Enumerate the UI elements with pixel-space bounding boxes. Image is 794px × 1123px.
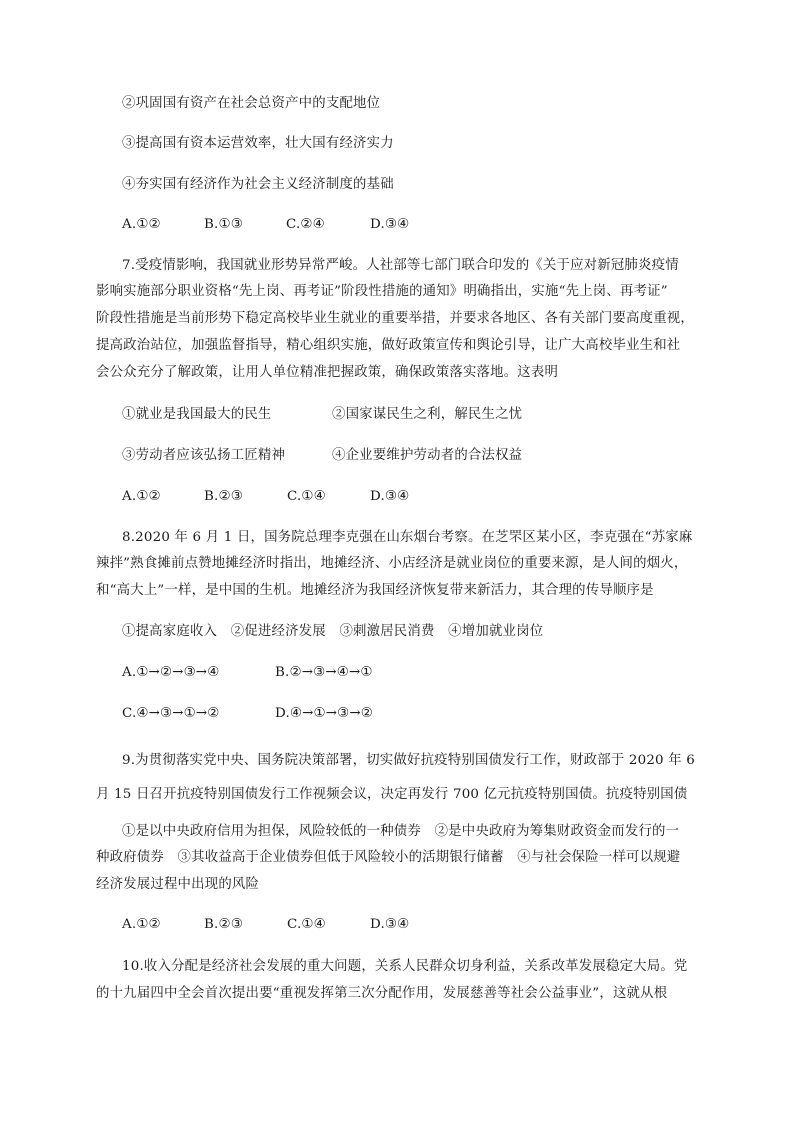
q8-choice-b: B.②→③→④→① [275, 665, 373, 680]
q10-stem-line: 的十九届四中全会首次提出要“重视发挥第三次分配作用，发展慈善等社会公益事业”，这就从根 [96, 986, 668, 1001]
q8-choice-a: A.①→②→③→④ [122, 665, 220, 680]
choice-b: B.②③ [204, 489, 243, 504]
choice-d: D.③④ [370, 489, 410, 504]
q7-statement: ②国家谋民生之利，解民生之忧 [332, 407, 523, 422]
choice-a: A.①② [122, 489, 161, 504]
q9-stem-line: 月 15 日召开抗疫特别国债发行工作视频会议，决定再发行 700 亿元抗疫特别国债。抗疫特别国债 [96, 787, 688, 802]
choice-c: C.①④ [287, 917, 326, 932]
q7-statement: ①就业是我国最大的民生 [122, 407, 272, 422]
option-line: ②巩固国有资产在社会总资产中的支配地位 [122, 96, 381, 111]
q7-statement: ④企业要维护劳动者的合法权益 [332, 448, 523, 463]
q7-stem-line: 影响实施部分职业资格“先上岗、再考证”阶段性措施的通知》明确指出，实施“先上岗、再考证” [96, 284, 668, 299]
q7-stem-line: 阶段性措施是当前形势下稳定高校毕业生就业的重要举措，并要求各地区、各有关部门要高度重视， [96, 311, 694, 326]
choice-a: A.①② [122, 217, 161, 232]
q9-statement-line: 种政府债券 ③其收益高于企业债券但低于风险较小的活期银行储蓄 ④与社会保险一样可以规避 [96, 850, 681, 865]
q8-stem-line: 辣拌”熟食摊前点赞地摊经济时指出，地摊经济、小店经济是就业岗位的重要来源，是人间的烟火， [96, 556, 688, 571]
choice-c: C.①④ [287, 489, 326, 504]
q9-statement-line: 经济发展过程中出现的风险 [96, 877, 260, 892]
q9-stem-line: 9.为贯彻落实党中央、国务院决策部署，切实做好抗疫特别国债发行工作，财政部于 2020 年 6 [122, 753, 695, 768]
option-line: ④夯实国有经济作为社会主义经济制度的基础 [122, 177, 394, 192]
q8-statements: ①提高家庭收入 ②促进经济发展 ③刺激居民消费 ④增加就业岗位 [122, 624, 544, 639]
q9-choice-row [122, 915, 409, 935]
q7-stem-line: 7.受疫情影响，我国就业形势异常严峻。人社部等七部门联合印发的《关于应对新冠肺炎疫情 [122, 258, 679, 273]
q7-choice-row [122, 487, 409, 507]
q8-stem-line: 8.2020 年 6 月 1 日，国务院总理李克强在山东烟台考察。在芝罘区某小区，李克强在“苏家麻 [122, 530, 693, 545]
option-line: ③提高国有资本运营效率，壮大国有经济实力 [122, 136, 394, 151]
choice-b: B.②③ [204, 917, 243, 932]
q9-statement-line: ①是以中央政府信用为担保，风险较低的一种债券 ②是中央政府为筹集财政资金而发行的一 [122, 824, 680, 839]
choice-d: D.③④ [370, 217, 410, 232]
choice-row [122, 215, 409, 235]
q10-stem-line: 10.收入分配是经济社会发展的重大问题，关系人民群众切身利益，关系改革发展稳定大局。党 [122, 959, 688, 974]
q8-choice-c: C.④→③→①→② [122, 706, 220, 721]
choice-b: B.①③ [204, 217, 243, 232]
q7-stem-line: 会公众充分了解政策，让用人单位精准把握政策，确保政策落实落地。这表明 [96, 365, 559, 380]
choice-a: A.①② [122, 917, 161, 932]
q8-choice-d: D.④→①→③→② [275, 706, 373, 721]
q7-stem-line: 提高政治站位，加强监督指导，精心组织实施，做好政策宣传和舆论引导，让广大高校毕业生和社 [96, 338, 681, 353]
choice-d: D.③④ [370, 917, 410, 932]
choice-c: C.②④ [286, 217, 325, 232]
q7-statement: ③劳动者应该弘扬工匠精神 [122, 448, 286, 463]
q8-stem-line: 和“高大上”一样，是中国的生机。地摊经济为我国经济恢复带来新活力，其合理的传导顺序是 [96, 583, 654, 598]
